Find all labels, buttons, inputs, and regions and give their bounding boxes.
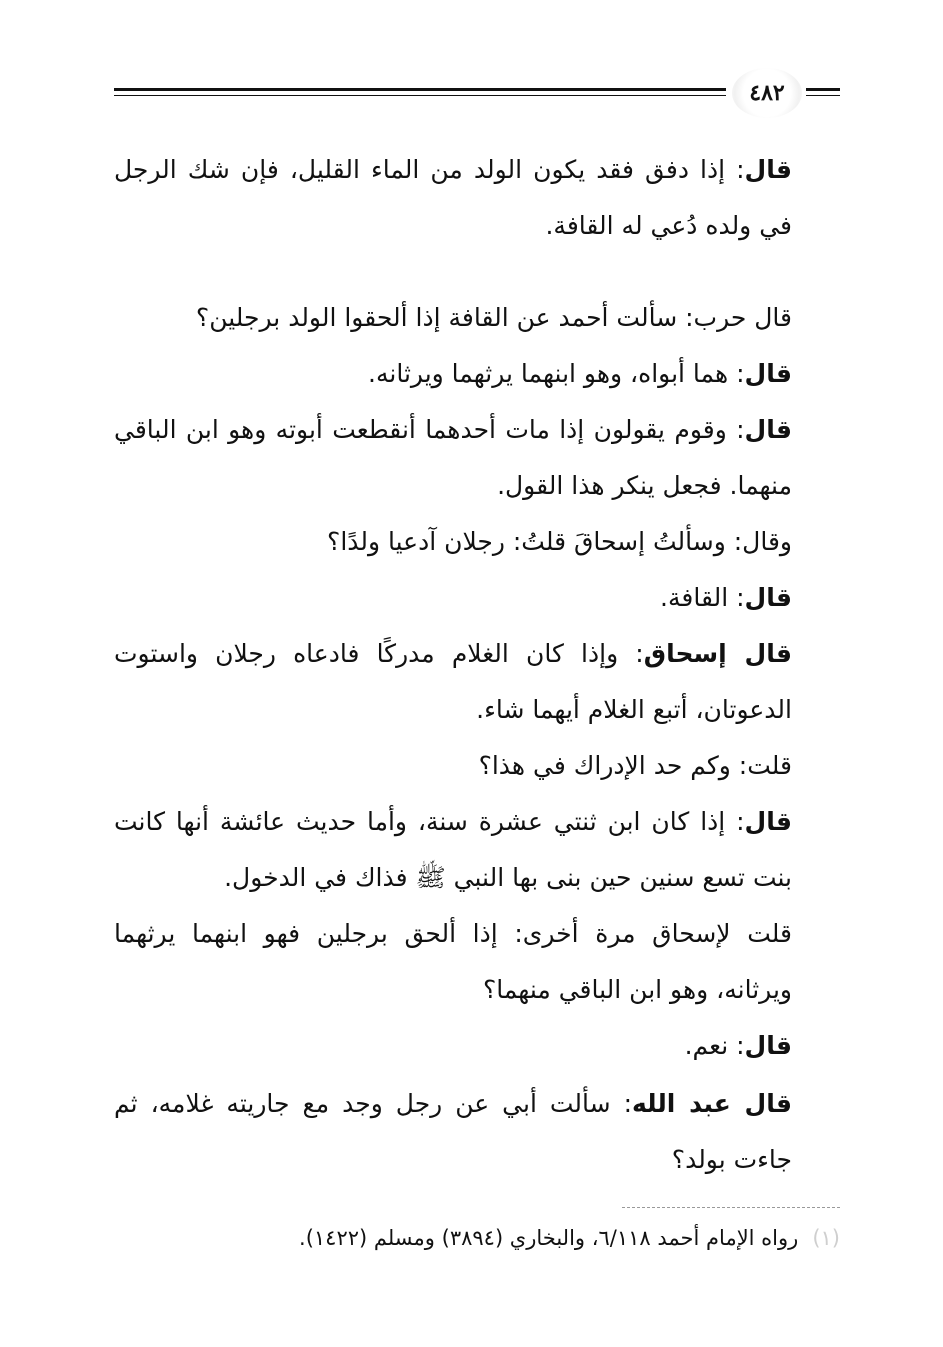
paragraph bbox=[114, 794, 840, 906]
paragraph-text: قال حرب: سألت أحمد عن القافة إذا ألحقوا الولد برجلين؟ bbox=[195, 303, 792, 332]
speaker-label: قال bbox=[744, 1031, 792, 1060]
paragraph-text: وقال: وسألتُ إسحاقَ قلتُ: رجلان آدعيا ولدًا؟ bbox=[327, 527, 792, 556]
paragraph-text: : هما أبواه، وهو ابنهما يرثهما ويرثانه. bbox=[368, 359, 745, 388]
paragraph bbox=[114, 290, 840, 346]
speaker-label: قال bbox=[744, 359, 792, 388]
paragraph bbox=[114, 142, 840, 254]
paragraph-text: : وقوم يقولون إذا مات أحدهما أنقطعت أبوته وهو ابن الباقي منهما. فجعل ينكر هذا القول. bbox=[114, 415, 792, 500]
speaker-label: قال bbox=[744, 415, 792, 444]
header-rule-thin bbox=[114, 95, 726, 96]
paragraph bbox=[114, 738, 840, 794]
paragraph bbox=[114, 1076, 840, 1188]
faint-bleed-through bbox=[103, 1046, 323, 1060]
paragraph bbox=[114, 514, 840, 570]
text-block-top bbox=[114, 142, 840, 254]
speaker-label: قال bbox=[744, 807, 792, 836]
paragraph bbox=[114, 346, 840, 402]
paragraph-text: : سألت أبي عن رجل وجد مع جاريته غلامه، ثم جاءت بولد؟ bbox=[114, 1089, 792, 1174]
text-block-bottom bbox=[114, 1076, 840, 1188]
paragraph bbox=[114, 626, 840, 738]
footnote-text: رواه الإمام أحمد ٦/١١٨، والبخاري (٣٨٩٤) ومسلم (١٤٢٢). bbox=[299, 1226, 799, 1250]
speaker-label: قال bbox=[744, 583, 792, 612]
page-header bbox=[114, 62, 840, 122]
paragraph-text: : نعم. bbox=[684, 1031, 745, 1060]
footnote-marker: (١) bbox=[812, 1226, 840, 1250]
paragraph-text: : وإذا كان الغلام مدركًا فادعاه رجلان واستوت الدعوتان، أتبع الغلام أيهما شاء. bbox=[114, 639, 792, 724]
paragraph bbox=[114, 906, 840, 1018]
speaker-label: قال إسحاق bbox=[643, 639, 793, 668]
paragraph-text: : القافة. bbox=[660, 583, 745, 612]
header-rule-right-thick bbox=[806, 88, 840, 91]
header-rule-thick bbox=[114, 88, 726, 91]
paragraph-text: قلت لإسحاق مرة أخرى: إذا ألحق برجلين فهو ابنهما يرثهما ويرثانه، وهو ابن الباقي منهما؟ bbox=[114, 919, 792, 1004]
speaker-label: قال عبد الله bbox=[632, 1089, 792, 1118]
paragraph bbox=[114, 570, 840, 626]
speaker-label: قال bbox=[744, 155, 792, 184]
faint-bleed-through bbox=[103, 262, 323, 276]
paragraph-text: : إذا دفق فقد يكون الولد من الماء القليل، فإن شك الرجل في ولده دُعي له القافة. bbox=[114, 155, 792, 240]
paragraph-text: : إذا كان ابن ثنتي عشرة سنة، وأما حديث عائشة أنها كانت بنت تسع سنين حين بنى بها النبي ﷺ فذاك في الدخول. bbox=[114, 807, 792, 892]
header-rule-right-thin bbox=[806, 95, 840, 96]
paragraph bbox=[114, 402, 840, 514]
footnote bbox=[114, 1218, 840, 1258]
text-block-main bbox=[114, 290, 840, 1074]
page-number: ٤٨٢ bbox=[732, 68, 802, 118]
paragraph-text: قلت: وكم حد الإدراك في هذا؟ bbox=[478, 751, 792, 780]
footnote-separator bbox=[622, 1207, 840, 1208]
